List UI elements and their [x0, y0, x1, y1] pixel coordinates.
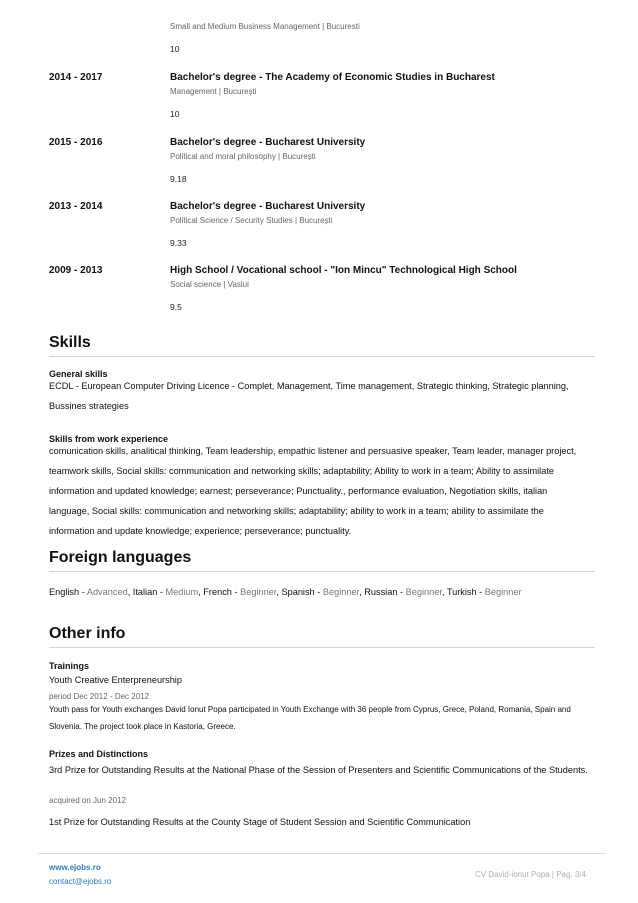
- education-grade: 10: [170, 44, 180, 54]
- education-years: 2014 - 2017: [49, 72, 103, 83]
- other-info-heading: Other info: [49, 625, 126, 642]
- language-name: English: [49, 587, 80, 597]
- footer-website-link[interactable]: www.ejobs.ro: [49, 863, 101, 872]
- education-degree: Bachelor's degree - The Academy of Economic Studies in Bucharest: [170, 72, 495, 83]
- language-name: French: [203, 587, 232, 597]
- education-subtitle: Social science | Vaslui: [170, 280, 249, 289]
- education-degree: Bachelor's degree - Bucharest University: [170, 201, 366, 212]
- footer-divider: [38, 853, 606, 854]
- languages-list: English - Advanced, Italian - Medium, French - Beginner, Spanish - Beginner, Russian - Beginner, Turkish - Beginner: [49, 587, 522, 597]
- general-skills-heading: General skills: [49, 369, 108, 379]
- languages-heading: Foreign languages: [49, 549, 192, 566]
- footer-page-label: CV David-ionut Popa | Pag. 3/4: [474, 870, 586, 879]
- skills-divider: [49, 356, 595, 357]
- education-grade: 9.33: [170, 238, 187, 248]
- education-subtitle: Political and moral philosophy | București: [170, 152, 316, 161]
- education-subtitle: Small and Medium Business Management | Bucuresti: [170, 22, 360, 31]
- other-info-divider: [49, 647, 595, 648]
- education-degree: Bachelor's degree - Bucharest University: [170, 137, 366, 148]
- training-title: Youth Creative Enterpreneurship: [49, 675, 182, 685]
- prize-item: 1st Prize for Outstanding Results at the County Stage of Student Session and Scientific Communication: [49, 817, 471, 827]
- education-subtitle: Political Science / Security Studies | București: [170, 216, 333, 225]
- prize-date: acquired on Jun 2012: [49, 796, 126, 805]
- education-grade: 10: [170, 109, 180, 119]
- education-grade: 9.5: [170, 302, 182, 312]
- training-period: period Dec 2012 - Dec 2012: [49, 692, 150, 701]
- languages-divider: [49, 571, 595, 572]
- language-level: Beginner: [240, 587, 277, 597]
- language-name: Italian: [132, 587, 158, 597]
- training-description: Youth pass for Youth exchanges David Ionut Popa participated in Youth Exchange with 36 people from Cyprus, Grece, Poland, Romania, Spain and Slovenia. The project took place in Kastoria, Greece.: [49, 705, 571, 731]
- prize-item: 3rd Prize for Outstanding Results at the National Phase of the Session of Presenters and Scientific Communications of the Students.: [49, 765, 588, 775]
- footer-email-link[interactable]: contact@ejobs.ro: [49, 877, 112, 886]
- language-level: Advanced: [86, 587, 128, 597]
- language-name: Turkish: [446, 587, 477, 597]
- education-degree: High School / Vocational school - "Ion Mincu" Technological High School: [170, 265, 517, 276]
- prizes-heading: Prizes and Distinctions: [49, 749, 149, 759]
- education-years: 2013 - 2014: [49, 201, 103, 212]
- language-name: Spanish: [281, 587, 315, 597]
- education-subtitle: Management | București: [170, 87, 257, 96]
- language-level: Medium: [165, 587, 199, 597]
- general-skills-text: ECDL - European Computer Driving Licence - Complet, Management, Time management, Strategic thinking, Strategic planning, Bussines strategies: [49, 381, 569, 411]
- skills-heading: Skills: [49, 334, 91, 351]
- trainings-heading: Trainings: [49, 661, 90, 671]
- language-level: Beginner: [322, 587, 360, 597]
- language-name: Russian: [364, 587, 398, 597]
- education-years: 2009 - 2013: [49, 265, 103, 276]
- work-skills-text: comunication skills, analitical thinking, Team leadership, empathic listener and persuasive speaker, Team leader, manager project, teamwork skills, Social skills: communication and networking skills; adaptability; Ability to work in a team; Ability to assimilate information and updated knowledge; earnest; perseverance; Punctuality., performance evaluation, Negotiation skills, italian language, Social skills: communication and networking skills; adaptability; ability to work in a team; ability to assimilate the information and update knowledge; experience; perseverance; punctuality.: [49, 446, 577, 536]
- education-grade: 9.18: [170, 174, 187, 184]
- work-skills-heading: Skills from work experience: [49, 434, 169, 444]
- education-years: 2015 - 2016: [49, 137, 103, 148]
- language-level: Beginner: [484, 587, 522, 597]
- language-level: Beginner: [405, 587, 442, 597]
